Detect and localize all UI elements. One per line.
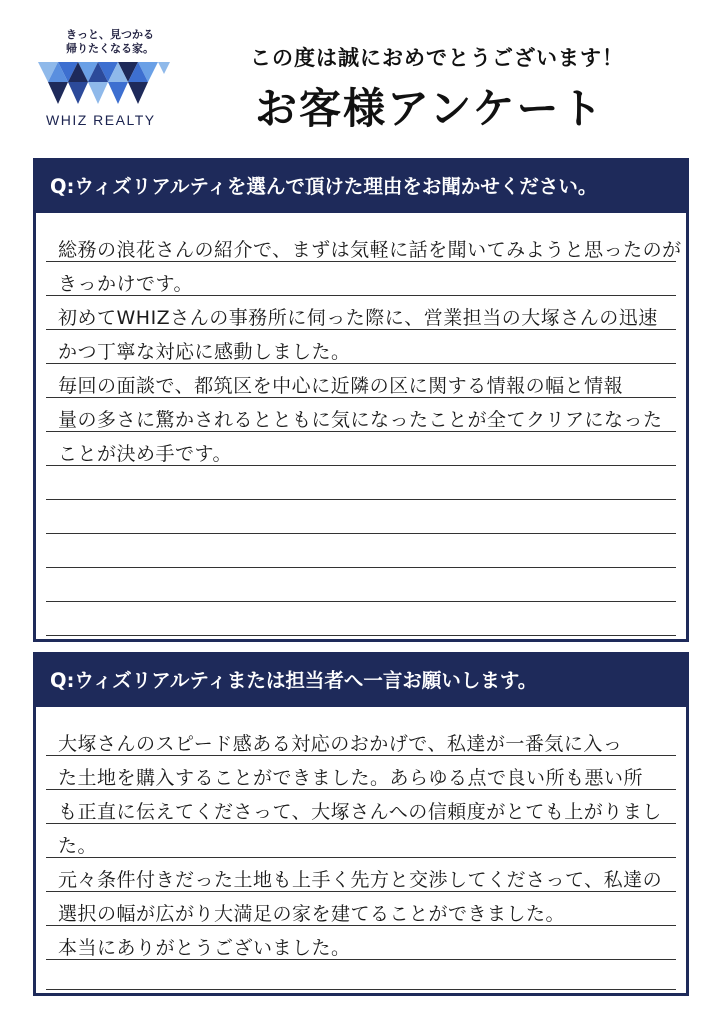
logo-tagline [66, 28, 184, 56]
tagline-line-2: 帰りたくなる家。 [66, 42, 154, 55]
ruled-line [46, 989, 676, 990]
answer-2-line: 元々条件付きだった土地も上手く先方と交渉してくださって、私達の [58, 869, 663, 891]
header [0, 0, 728, 150]
company-logo [34, 28, 184, 128]
answer-area-2 [46, 721, 676, 993]
question-1-heading: Q:ウィズリアルティを選んで頂けた理由をお聞かせください。 [36, 161, 686, 213]
page-title: お客様アンケート [255, 84, 605, 133]
answer-1-line: 初めてWHIZさんの事務所に伺った際に、営業担当の大塚さんの迅速 [58, 307, 658, 329]
logo-mark-icon [34, 60, 174, 110]
ruled-line [46, 567, 676, 568]
answer-2-line: た。 [58, 835, 98, 857]
brand-name: WHIZ REALTY [46, 112, 156, 128]
answer-2-line: 本当にありがとうございました。 [58, 937, 351, 959]
answer-1-line: きっかけです。 [58, 273, 193, 295]
answer-2-line: 選択の幅が広がり大満足の家を建てることができました。 [58, 903, 566, 925]
answer-1-line: ことが決め手です。 [58, 443, 232, 465]
answer-1-line: かつ丁寧な対応に感動しました。 [58, 341, 351, 363]
answer-2-line: も正直に伝えてくださって、大塚さんへの信頼度がとても上がりまし [58, 801, 662, 823]
question-panel-2 [33, 652, 689, 996]
ruled-line [46, 499, 676, 500]
answer-1-line: 総務の浪花さんの紹介で、まずは気軽に話を聞いてみようと思ったのが [58, 239, 682, 261]
ruled-line [46, 635, 676, 636]
question-panel-1 [33, 158, 689, 642]
question-2-heading: Q:ウィズリアルティまたは担当者へ一言お願いします。 [36, 655, 686, 707]
answer-2-line: た土地を購入することができました。あらゆる点で良い所も悪い所 [58, 767, 644, 789]
ruled-line [46, 601, 676, 602]
answer-2-line: 大塚さんのスピード感ある対応のおかげで、私達が一番気に入っ [58, 733, 623, 755]
tagline-line-1: きっと、見つかる [66, 28, 154, 41]
answer-1-line: 毎回の面談で、都筑区を中心に近隣の区に関する情報の幅と情報 [58, 375, 624, 397]
ruled-line [46, 533, 676, 534]
answer-area-1 [46, 227, 682, 639]
congratulations-headline: この度は誠におめでとうございます！ [250, 46, 624, 70]
answer-1-line: 量の多さに驚かされるとともに気になったことが全てクリアになった [58, 409, 663, 431]
ruled-line [46, 857, 676, 858]
